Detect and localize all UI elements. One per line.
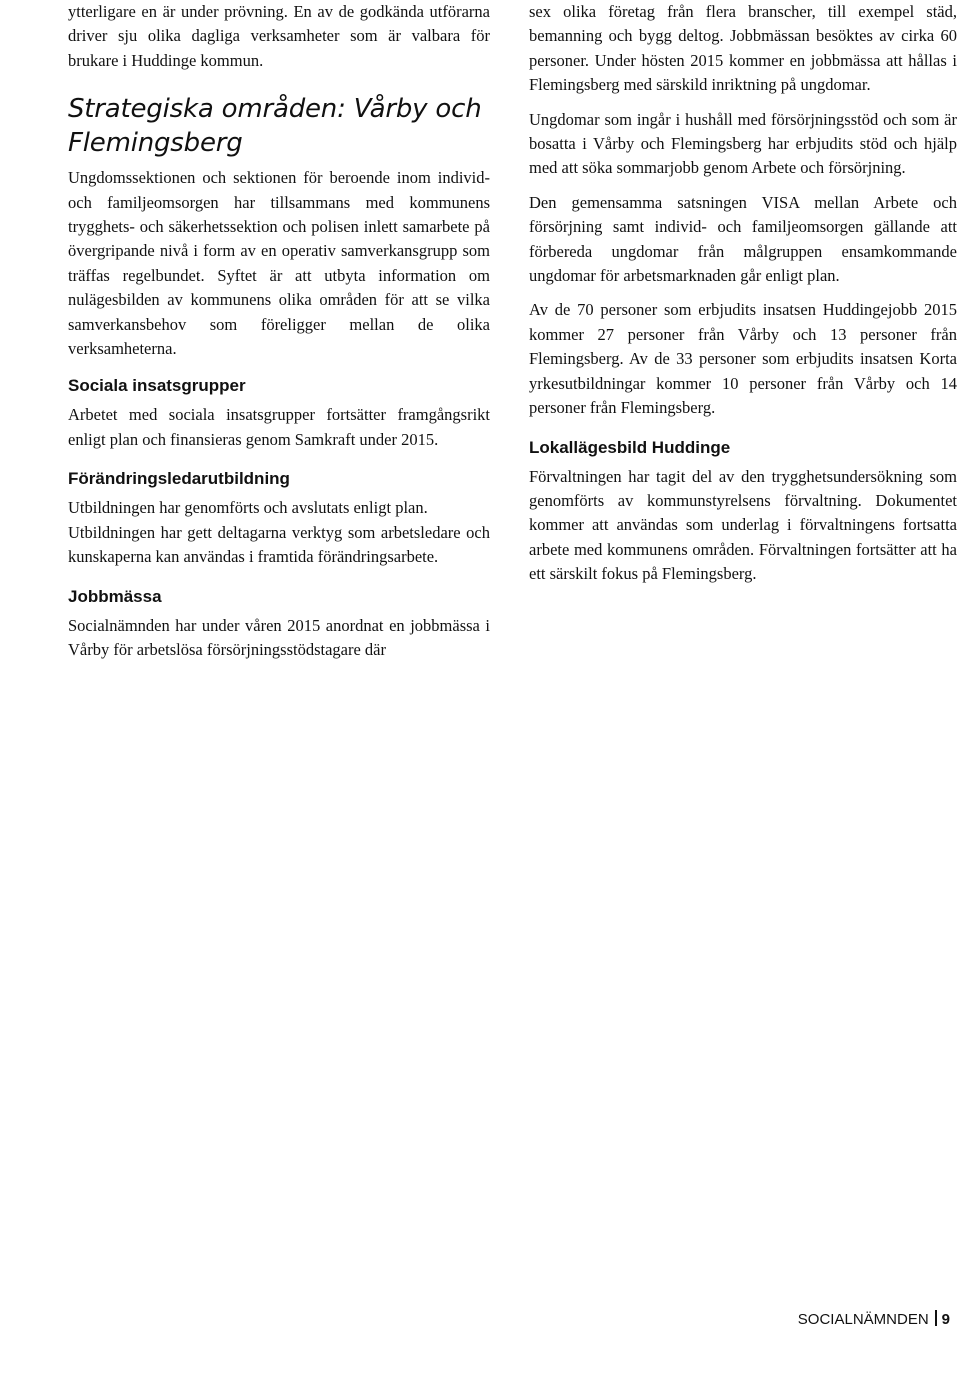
- heading-strategiska-omraden: Strategiska områden: Vårby och Flemingsberg: [68, 94, 482, 159]
- right-column: [529, 0, 957, 587]
- page-number: 9: [941, 1311, 950, 1328]
- page-footer: [798, 1310, 950, 1328]
- footer-divider: [935, 1310, 937, 1326]
- forandring-paragraph-2: Utbildningen har gett deltagarna verktyg som arbetsledare och kunskaperna kan användas i framtida förändringsarbete.: [68, 522, 490, 567]
- sociala-paragraph: Arbetet med sociala insatsgrupper fortsätter framgångsrikt enligt plan och finansieras genom Samkraft under 2015.: [68, 405, 490, 449]
- right-paragraph-5: Förvaltningen har tagit del av den trygghetsundersökning som genomförts av kommunstyrelsens förvaltning. Dokumentet kommer att användas som underlag i förvaltningens fortsatta arbete med kommunens områden. Förvaltningen fortsätter att ha ett särskilt fokus på Flemingsberg.: [529, 466, 957, 584]
- heading-sociala-insatsgrupper: Sociala insatsgrupper: [68, 376, 246, 396]
- left-column: [68, 0, 490, 662]
- intro-paragraph: ytterligare en är under prövning. En av de godkända utförarna driver sju olika dagliga verksamheter som är valbara för brukare i Huddinge kommun.: [68, 2, 490, 70]
- right-paragraph-1: sex olika företag från flera branscher, till exempel städ, bemanning och bygg deltog. Jobbmässan besöktes av cirka 60 personer. Under hösten 2015 kommer en jobbmässa att hållas i Flemingsberg med särskild inriktning på ungdomar.: [529, 2, 957, 95]
- heading-forandringsledarutbildning: Förändringsledarutbildning: [68, 469, 290, 489]
- right-paragraph-3: Den gemensamma satsningen VISA mellan Arbete och försörjning samt individ- och familjeomsorgen gällande att förbereda ungdomar från målgruppen ensamkommande ungdomar för arbetsmarknaden går enligt plan.: [529, 192, 957, 286]
- jobbmassa-paragraph: Socialnämnden har under våren 2015 anordnat en jobbmässa i Vårby för arbetslösa försörjningsstödstagare där: [68, 615, 490, 659]
- heading-jobbmassa: Jobbmässa: [68, 586, 162, 606]
- heading-lokallagesbild: Lokallägesbild Huddinge: [529, 437, 731, 457]
- forandring-paragraph-1: Utbildningen har genomförts och avslutats enligt plan.: [68, 498, 428, 518]
- strategiska-paragraph: Ungdomssektionen och sektionen för beroende inom individ- och familjeomsorgen har tillsammans med kommunens trygghets- och säkerhetssektion och polisen inlett samarbete på övergripande nivå i form av en operativ samverkansgrupp som träffas regelbundet. Syftet är att utbyta information om nulägesbilden av kommunens olika områden för att se vilka samverkansbehov som föreligger mellan de olika verksamheterna.: [68, 168, 490, 359]
- footer-section-name: SOCIALNÄMNDEN: [797, 1311, 929, 1328]
- right-paragraph-4: Av de 70 personer som erbjudits insatsen Huddingejobb 2015 kommer 27 personer från Vårby och 13 personer från Flemingsberg. Av de 33 personer som erbjudits insatsen Korta yrkesutbildningar kommer 10 personer från Vårby och 14 personer från Flemingsberg.: [529, 300, 957, 418]
- right-paragraph-2: Ungdomar som ingår i hushåll med försörjningsstöd och som är bosatta i Vårby och Flemingsberg har erbjudits stöd och hjälp med att söka sommarjobb genom Arbete och försörjning.: [529, 109, 957, 178]
